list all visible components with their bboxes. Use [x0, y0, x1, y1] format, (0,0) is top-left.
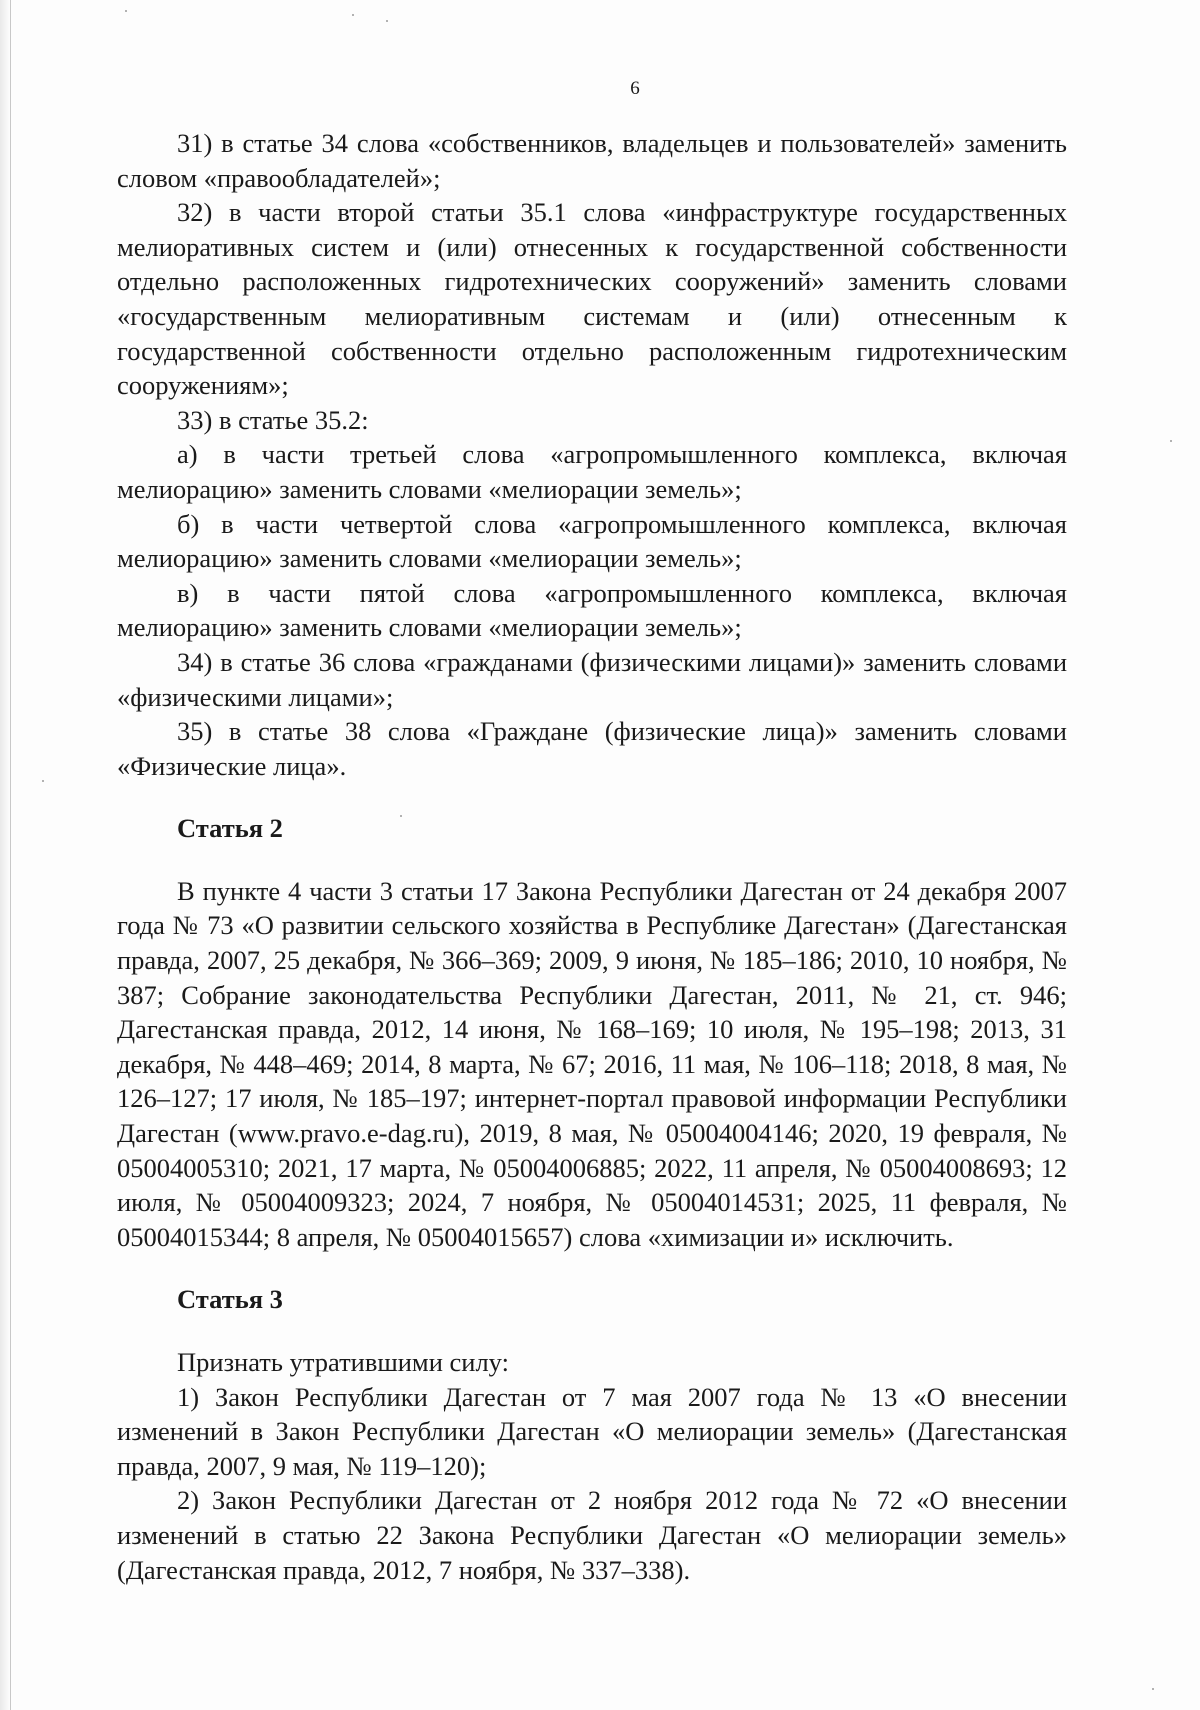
- item-33b: б) в части четвертой слова «агропромышленного комплекса, включая мелиорацию» заменить словами «мелиорации земель»;: [117, 508, 1067, 574]
- scan-speck: [1152, 1688, 1154, 1690]
- scan-speck: [42, 780, 44, 782]
- scan-left-edge: [0, 0, 11, 1710]
- item-31: 31) в статье 34 слова «собственников, владельцев и пользователей» заменить словом «правообладателей»;: [117, 128, 1067, 193]
- item-34: 34) в статье 36 слова «гражданами (физическими лицами)» заменить словами «физическими лицами»;: [117, 646, 1067, 712]
- item-33a: а) в части третьей слова «агропромышленного комплекса, включая мелиорацию» заменить словами «мелиорации земель»;: [117, 439, 1067, 504]
- scan-speck: [386, 20, 388, 22]
- item-33: 33) в статье 35.2:: [177, 404, 369, 435]
- article3-item-2: 2) Закон Республики Дагестан от 2 ноября 2012 года № 72 «О внесении изменений в статью 22 Закона Республики Дагестан «О мелиорации земель» (Дагестанская правда, 2012, 7 ноября, № 337–338).: [117, 1485, 1067, 1585]
- article3-item-1: 1) Закон Республики Дагестан от 7 мая 2007 года № 13 «О внесении изменений в Закон Республики Дагестан «О мелиорации земель» (Дагестанская правда, 2007, 9 мая, № 119–120);: [117, 1381, 1067, 1481]
- scan-speck: [125, 10, 127, 12]
- article-3-intro: Признать утратившими силу:: [177, 1347, 509, 1377]
- article-2-text: В пункте 4 части 3 статьи 17 Закона Республики Дагестан от 24 декабря 2007 года № 73 «О развитии сельского хозяйства в Республике Дагестан» (Дагестанская правда, 2007, 25 декабря, № 366–369; 2009, 9 июня, № 185–186; 2010, 10 ноября, № 387; Собрание законодательства Республики Дагестан, 2011, № 21, ст. 946; Дагестанская правда, 2012, 14 июня, № 168–169; 10 июля, № 195–198; 2013, 31 декабря, № 448–469; 2014, 8 марта, № 67; 2016, 11 мая, № 106–118; 2018, 8 мая, № 126–127; 17 июля, № 185–197; интернет-портал правовой информации Республики Дагестан (www.pravo.e-dag.ru), 2019, 8 мая, № 05004004146; 2020, 19 февраля, № 05004005310; 2021, 17 марта, № 05004006885; 2022, 11 апреля, № 05004008693; 12 июля, № 05004009323; 2024, 7 ноября, № 05004014531; 2025, 11 февраля, № 05004015344; 8 апреля, № 05004015657) слова «химизации и» исключить.: [117, 875, 1067, 1252]
- item-35: 35) в статье 38 слова «Граждане (физические лица)» заменить словами «Физические лица».: [117, 716, 1067, 781]
- scan-speck: [352, 14, 354, 16]
- item-33c: в) в части пятой слова «агропромышленного комплекса, включая мелиорацию» заменить словами «мелиорации земель»;: [117, 577, 1067, 643]
- item-32: 32) в части второй статьи 35.1 слова «инфраструктуре государственных мелиоративных систем и (или) отнесенных к государственной собственности отдельно расположенных гидротехнических сооружений» заменить словами «государственным мелиоративным системам и (или) отнесенным к государственной собственности отдельно расположенным гидротехническим сооружениям»;: [117, 197, 1067, 401]
- page-number: 6: [630, 78, 640, 99]
- document-body: [117, 126, 1067, 1587]
- scan-speck: [1170, 440, 1172, 442]
- article-3-heading: Статья 3: [177, 1284, 283, 1315]
- article-2-heading: Статья 2: [177, 813, 283, 844]
